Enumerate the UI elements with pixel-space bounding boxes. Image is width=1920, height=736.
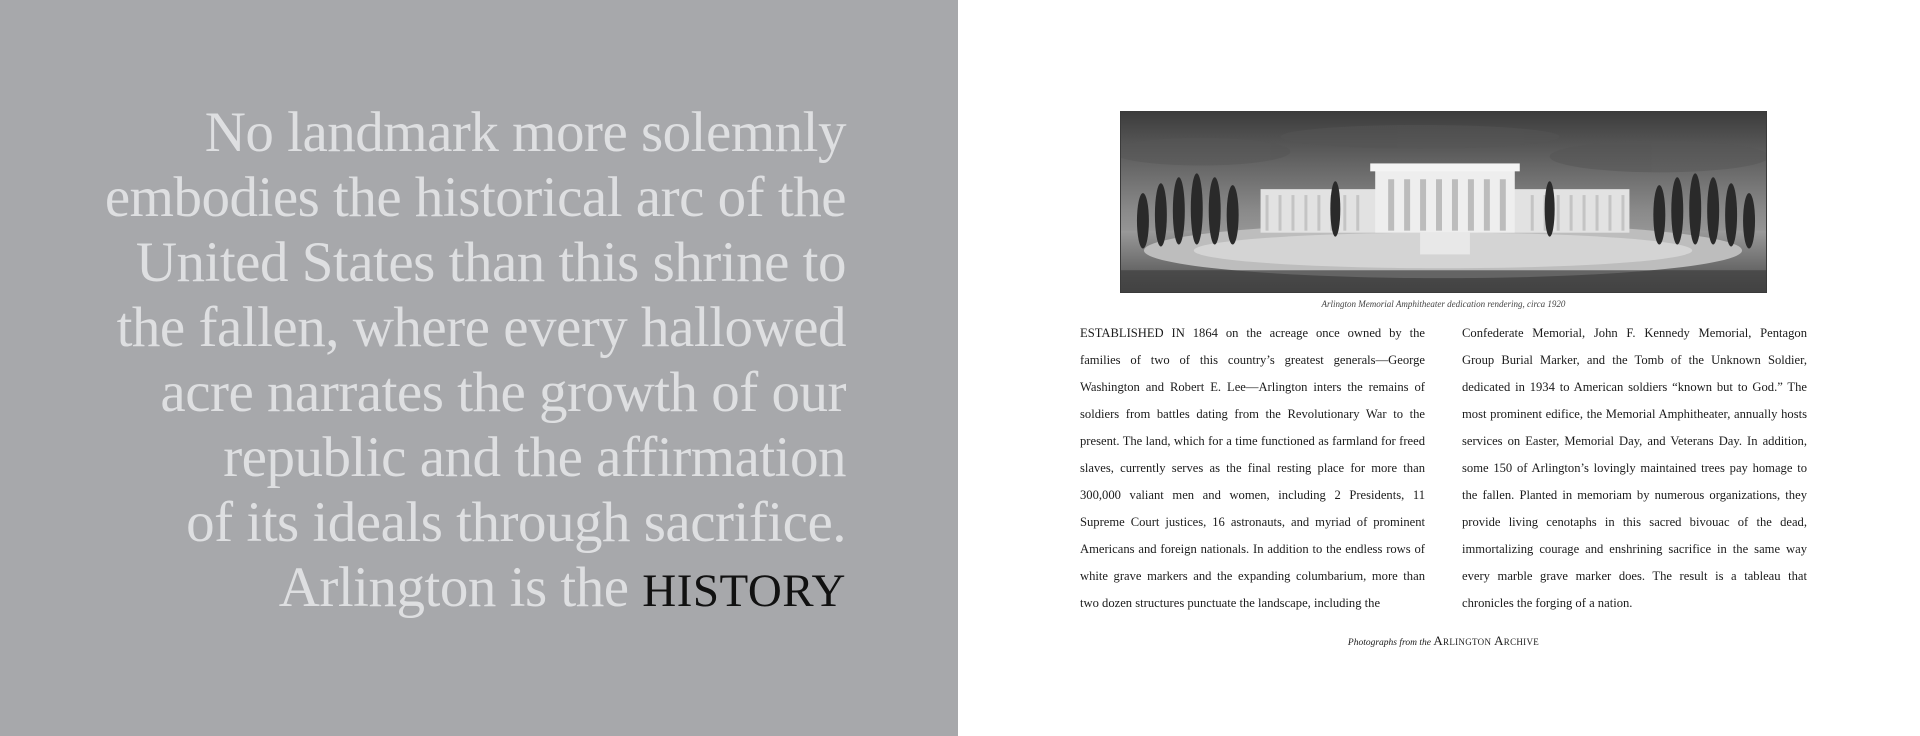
photo-caption: Arlington Memorial Amphitheater dedication rendering, circa 1920	[1321, 299, 1566, 309]
article-column-1: ESTABLISHED IN 1864 on the acreage once owned by the families of two of this country’s greatest generals—George Washington and Robert E. Lee—Arlington inters the remains of soldiers from battles dating from the Revolutionary War to the present. The land, which for a time functioned as farmland for freed slaves, currently serves as the final resting place for more than 300,000 valiant men and women, including 2 Presidents, 11 Supreme Court justices, 16 astronauts, and myriad of prominent Americans and foreign nationals. In addition to the endless rows of white grave markers and the expanding columbarium, more than two dozen structures punctuate the landscape, including the	[1080, 326, 1425, 610]
pull-quote-line: the fallen, where every hallowed	[116, 296, 846, 359]
pull-quote-line: embodies the historical arc of the	[104, 166, 846, 229]
pull-quote-line: No landmark more solemnly	[204, 101, 846, 164]
amphitheater-photo	[1120, 111, 1767, 293]
pull-quote-line: acre narrates the growth of our	[160, 361, 846, 424]
pull-quote-lead: Arlington is the	[278, 556, 643, 619]
left-page	[0, 0, 958, 736]
pull-quote-line: republic and the affirmation	[223, 426, 846, 489]
pull-quote-line: United States than this shrine to	[135, 231, 846, 294]
photo-credit	[1080, 633, 1807, 649]
pull-quote	[26, 100, 846, 624]
article-column-2: Confederate Memorial, John F. Kennedy Memorial, Pentagon Group Burial Marker, and the Tomb of the Unknown Soldier, dedicated in 1934 to American soldiers “known but to God.” The most prominent edifice, the Memorial Amphitheater, annually hosts services on Easter, Memorial Day, and Veterans Day. In addition, some 150 of Arlington’s lovingly maintained trees pay homage to the fallen. Planted in memoriam by numerous organizations, they provide living cenotaphs in this sacred bivouac of the dead, immortalizing courage and enshrining sacrifice in the same way every marble grave marker does. The result is a tableau that chronicles the forging of a nation.	[1462, 326, 1807, 610]
amphitheater-rendering-image	[1121, 112, 1766, 292]
pull-quote-last-line	[26, 555, 846, 624]
photo-credit-prefix: Photographs from the	[1347, 638, 1434, 648]
photo-credit-name: Arlington Archive	[1433, 633, 1540, 648]
pull-quote-highlight: HISTORY	[642, 565, 846, 617]
pull-quote-line: of its ideals through sacrifice.	[186, 491, 846, 554]
